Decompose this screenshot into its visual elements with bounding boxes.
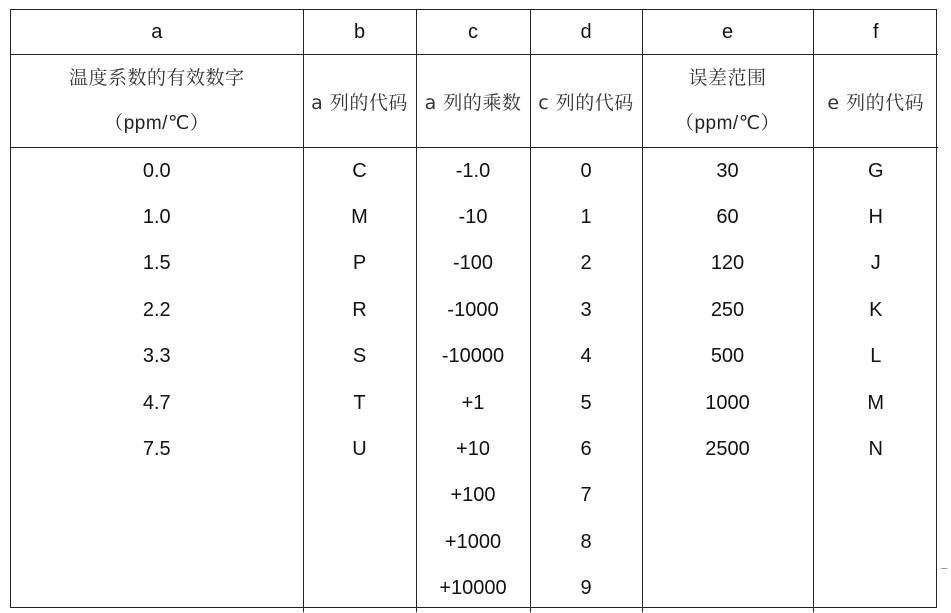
table-cell — [642, 519, 813, 565]
column-letter-c: c — [416, 10, 530, 55]
table-cell: 500 — [642, 334, 813, 380]
table-cell: 60 — [642, 194, 813, 240]
table-cell: M — [303, 194, 416, 240]
table-cell — [813, 473, 938, 519]
table-cell: -10 — [416, 194, 530, 240]
column-title-row — [11, 55, 938, 148]
table-cell: 5 — [530, 380, 642, 426]
column-title-d — [530, 55, 642, 148]
table-cell: J — [813, 241, 938, 287]
table-cell: R — [303, 287, 416, 333]
table-cell — [813, 566, 938, 612]
column-letter-d: d — [530, 10, 642, 55]
table-cell: 2.2 — [142, 298, 171, 321]
table-row — [11, 426, 938, 472]
table-cell: +100 — [416, 473, 530, 519]
column-title-a-text: 温度系数的有效数字 — [68, 67, 245, 89]
table-row — [11, 194, 938, 240]
column-letter-e: e — [642, 10, 813, 55]
column-letter-row — [11, 10, 938, 55]
table-cell: N — [813, 426, 938, 472]
column-title-f-text: e 列的代码 — [827, 91, 925, 114]
table-cell: +10 — [416, 426, 530, 472]
table-cell: T — [303, 380, 416, 426]
table-cell: -1.0 — [416, 148, 530, 195]
column-letter-b: b — [303, 10, 416, 55]
table-cell — [11, 473, 303, 519]
table-cell: +1000 — [416, 519, 530, 565]
column-title-e — [642, 55, 813, 148]
table-cell — [303, 473, 416, 519]
table-cell: 4.7 — [142, 391, 171, 414]
table-cell — [11, 519, 303, 565]
table-cell: 120 — [642, 241, 813, 287]
table-cell: 7 — [530, 473, 642, 519]
table-cell: -1000 — [416, 287, 530, 333]
table-cell — [642, 473, 813, 519]
column-title-e-unit: （ppm/℃） — [674, 113, 781, 134]
table-cell: 1.5 — [142, 252, 171, 275]
table-cell: K — [813, 287, 938, 333]
table-cell: P — [303, 241, 416, 287]
table-cell: L — [813, 334, 938, 380]
table-cell: 9 — [530, 566, 642, 612]
table-cell: 1000 — [642, 380, 813, 426]
table-cell: +1 — [416, 380, 530, 426]
column-letter-f: f — [813, 10, 938, 55]
column-title-b-text: a 列的代码 — [311, 91, 408, 114]
table-row — [11, 334, 938, 380]
table-cell: C — [303, 148, 416, 195]
table-cell — [11, 566, 303, 612]
column-title-c-text: a 列的乘数 — [424, 91, 522, 114]
table-cell: 2 — [530, 241, 642, 287]
table-cell: 250 — [642, 287, 813, 333]
table-cell: 4 — [530, 334, 642, 380]
column-letter-a: a — [11, 10, 303, 55]
column-title-b — [303, 55, 416, 148]
table-cell: 1 — [530, 194, 642, 240]
table-cell: 6 — [530, 426, 642, 472]
table-cell: M — [813, 380, 938, 426]
table-cell: 3 — [530, 287, 642, 333]
table-cell: U — [303, 426, 416, 472]
column-title-e-text: 误差范围 — [688, 67, 767, 89]
table-cell — [303, 519, 416, 565]
table-row — [11, 566, 938, 612]
table-cell: -10000 — [416, 334, 530, 380]
table-cell: G — [813, 148, 938, 195]
column-title-a-unit: （ppm/℃） — [104, 113, 210, 134]
table-row — [11, 241, 938, 287]
table-row — [11, 380, 938, 426]
column-title-a — [11, 55, 303, 148]
page-edge-mark — [941, 568, 947, 569]
table-cell: H — [813, 194, 938, 240]
table-cell: S — [303, 334, 416, 380]
column-title-f — [813, 55, 938, 148]
table-cell: 8 — [530, 519, 642, 565]
code-table-frame — [10, 9, 937, 608]
table-row — [11, 519, 938, 565]
table-cell — [813, 519, 938, 565]
table-cell: 0.0 — [142, 159, 171, 182]
column-title-c — [416, 55, 530, 148]
table-cell: 2500 — [642, 426, 813, 472]
table-row — [11, 287, 938, 333]
table-cell: -100 — [416, 241, 530, 287]
table-cell — [642, 566, 813, 612]
resistor-tempco-code-table — [11, 10, 938, 612]
table-cell: 1.0 — [142, 206, 171, 229]
table-cell: 7.5 — [142, 438, 171, 461]
table-cell: 3.3 — [142, 345, 171, 368]
table-cell: +10000 — [416, 566, 530, 612]
table-cell: 30 — [642, 148, 813, 195]
table-cell — [303, 566, 416, 612]
table-row — [11, 148, 938, 195]
table-row — [11, 473, 938, 519]
column-title-d-text: c 列的代码 — [538, 91, 634, 114]
table-cell: 0 — [530, 148, 642, 195]
